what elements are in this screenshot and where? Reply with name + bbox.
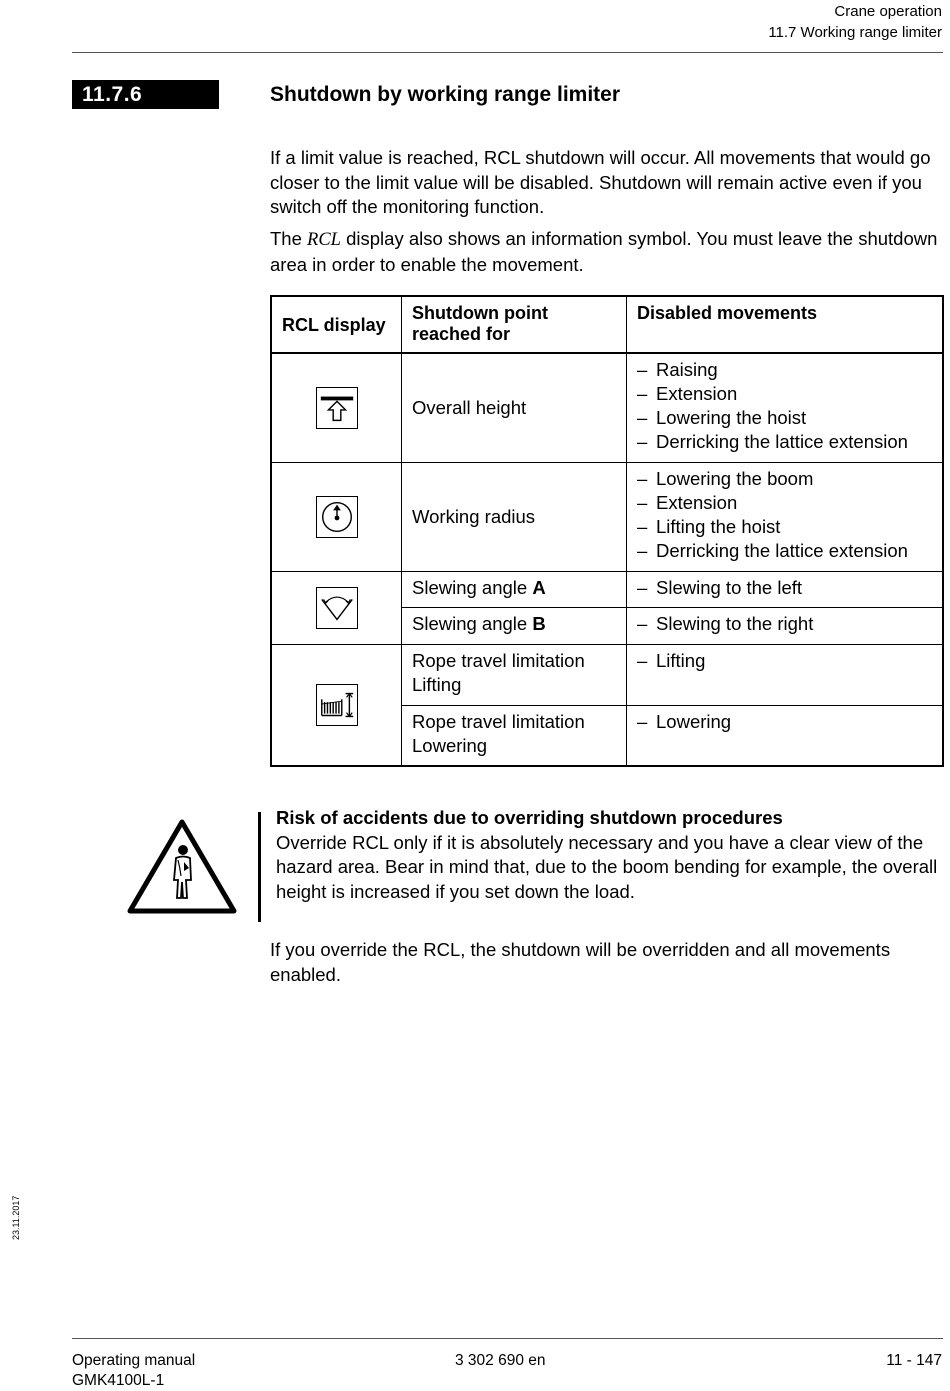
warning-title: Risk of accidents due to overriding shutdown procedures (276, 807, 783, 828)
intro-p2-before: The (270, 228, 308, 249)
movement-item: – Raising (637, 358, 932, 382)
shutdown-point: Working radius (402, 462, 627, 571)
shutdown-point-label: Slewing angle (412, 576, 533, 598)
footer-doc-type: Operating manual (72, 1352, 196, 1369)
disabled-movements (627, 462, 944, 571)
footer-model: GMK4100L-1 (72, 1372, 165, 1389)
slewing-angle-letter: B (532, 612, 546, 634)
movement-item: – Lowering (637, 710, 932, 734)
shutdown-point-label: Slewing angle (412, 612, 533, 634)
header-shutdown-point: Shutdown point reached for (402, 296, 627, 353)
table-row (271, 462, 943, 571)
shutdown-table (270, 295, 944, 767)
shutdown-point: Rope travel limitation Lifting (402, 644, 627, 705)
header-chapter: Crane operation (834, 3, 942, 20)
rope-travel-icon (316, 684, 358, 726)
warning-person-icon (126, 818, 238, 916)
table-row (271, 571, 943, 607)
rcl-symbol-text: RCL (307, 230, 341, 250)
section-number: 11.7.6 (72, 80, 219, 109)
movement-item: – Extension (637, 491, 932, 515)
closing-paragraph: If you override the RCL, the shutdown will be overridden and all movements enabled. (270, 939, 891, 985)
rcl-display-cell (271, 462, 402, 571)
footer-page-number: 11 - 147 (886, 1352, 942, 1369)
section-title: Shutdown by working range limiter (270, 83, 621, 106)
intro-paragraph-1: If a limit value is reached, RCL shutdown will occur. All movements that would go closer to the limit value will be disabled. Shutdown will remain active even if you switch off the monitoring function. (270, 147, 931, 217)
rcl-display-cell (271, 571, 402, 644)
header-rcl-display: RCL display (271, 296, 402, 353)
header-disabled-movements: Disabled movements (627, 296, 944, 353)
header-section: 11.7 Working range limiter (768, 24, 942, 41)
disabled-movements (627, 353, 944, 462)
shutdown-point (402, 571, 627, 607)
intro-p2-after: display also shows an information symbol. You must leave the shutdown area in order to enable the movement. (270, 228, 938, 275)
rcl-display-cell (271, 353, 402, 462)
footer-left (72, 1351, 195, 1391)
movement-item: – Derricking the lattice extension (637, 430, 932, 454)
movement-item: – Slewing to the right (637, 612, 932, 636)
shutdown-point (402, 607, 627, 644)
disabled-movements (627, 571, 944, 607)
movement-item: – Lowering the boom (637, 467, 932, 491)
movement-item: – Derricking the lattice extension (637, 539, 932, 563)
movement-item: – Slewing to the left (637, 576, 932, 600)
intro-paragraph-2 (270, 227, 942, 277)
footer-rule (72, 1338, 943, 1339)
table-row (271, 353, 943, 462)
table-header-row (271, 296, 943, 353)
side-date: 23.11.2017 (11, 1195, 21, 1240)
disabled-movements (627, 705, 944, 766)
movement-item: – Lifting the hoist (637, 515, 932, 539)
shutdown-point: Rope travel limitation Lowering (402, 705, 627, 766)
table-row (271, 644, 943, 705)
warning-bar (258, 812, 261, 922)
movement-item: – Extension (637, 382, 932, 406)
disabled-movements (627, 644, 944, 705)
slewing-angle-icon (316, 587, 358, 629)
working-radius-icon (316, 496, 358, 538)
movement-item: – Lowering the hoist (637, 406, 932, 430)
disabled-movements (627, 607, 944, 644)
warning-text-block (276, 806, 946, 904)
shutdown-point: Overall height (402, 353, 627, 462)
warning-text: Override RCL only if it is absolutely necessary and you have a clear view of the hazard area. Bear in mind that, due to the boom bending for example, the overall height is increased if you set down the load. (276, 831, 938, 902)
movement-item: – Lifting (637, 649, 932, 673)
header-rule (72, 52, 943, 53)
footer-doc-number: 3 302 690 en (455, 1352, 546, 1369)
slewing-angle-letter: A (532, 576, 546, 598)
rcl-display-cell (271, 644, 402, 766)
overall-height-icon (316, 387, 358, 429)
